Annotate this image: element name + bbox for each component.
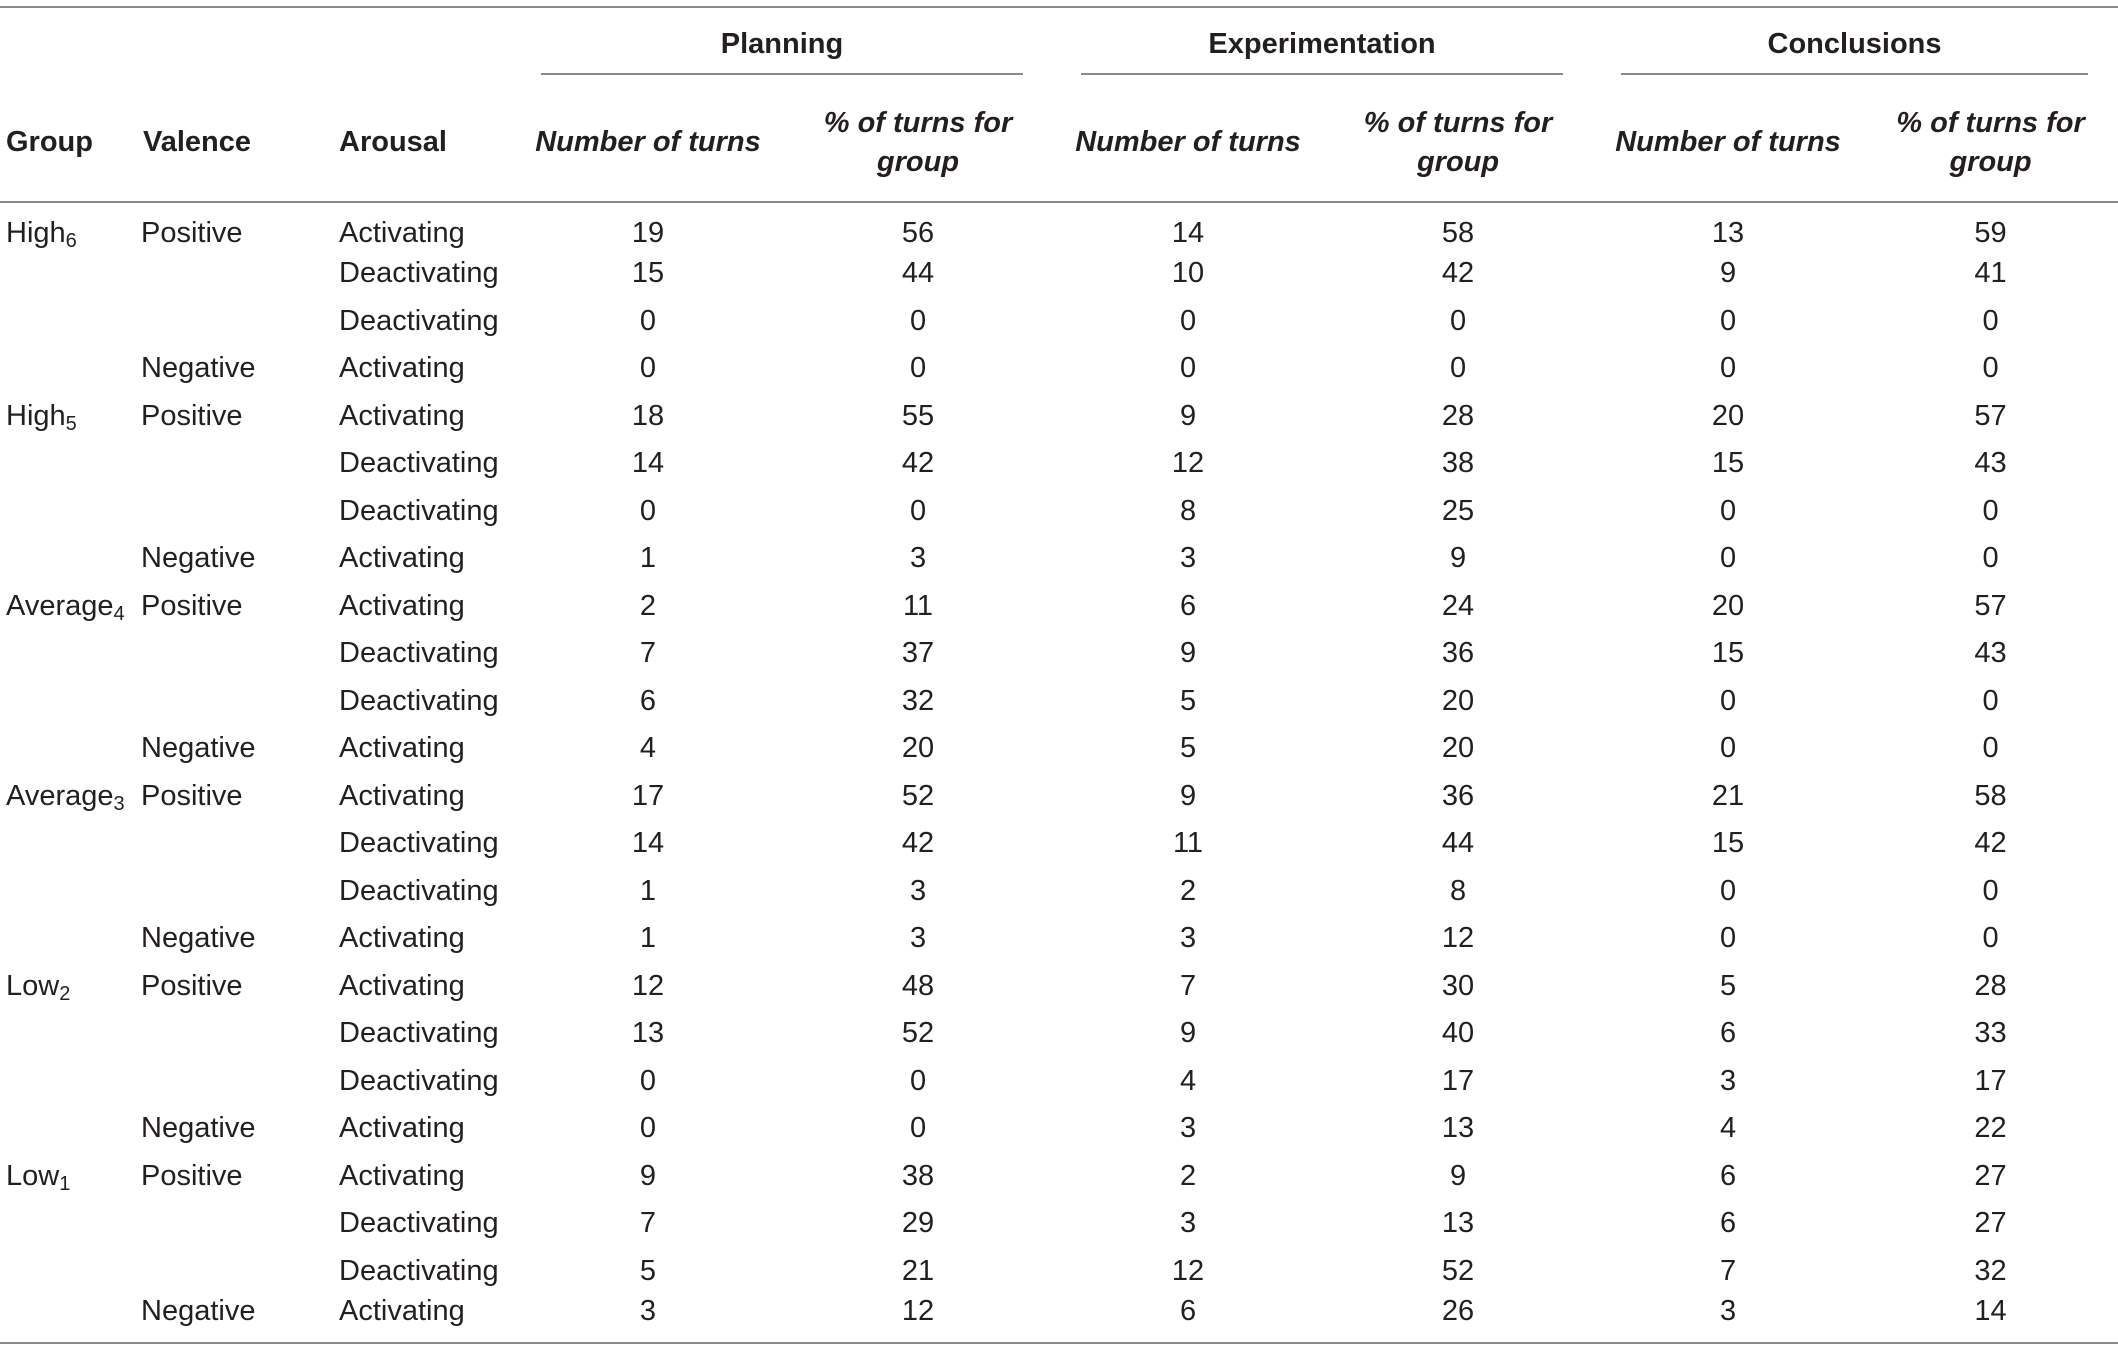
valence-cell: Positive <box>141 779 243 812</box>
number-of-turns-cell: 5 <box>1179 732 1197 765</box>
column-header-number-of-turns: Number of turns <box>513 84 783 202</box>
valence-cell <box>137 488 333 536</box>
group-cell <box>0 488 137 536</box>
percent-of-turns-cell: 3 <box>909 874 927 907</box>
percent-of-turns-cell: 52 <box>901 1017 935 1050</box>
table-row <box>0 393 2118 441</box>
percent-of-turns-cell: 0 <box>1982 542 1999 575</box>
number-of-turns-cell: 0 <box>639 352 657 385</box>
percent-of-turns-cell: 21 <box>901 1254 935 1287</box>
stage-header-conclusions: Conclusions <box>1593 7 2118 84</box>
table-row <box>0 1010 2118 1058</box>
group-cell <box>0 298 137 346</box>
percent-of-turns-cell: 0 <box>909 304 927 337</box>
percent-of-turns-cell: 28 <box>1974 969 2007 1002</box>
number-of-turns-cell: 11 <box>1172 827 1204 860</box>
percent-of-turns-cell: 30 <box>1441 969 1475 1002</box>
table-row <box>0 820 2118 868</box>
percent-of-turns-cell: 38 <box>1441 447 1475 480</box>
percent-of-turns-cell: 13 <box>1441 1112 1475 1145</box>
valence-cell: Positive <box>141 1159 243 1192</box>
percent-of-turns-cell: 42 <box>901 827 935 860</box>
percent-of-turns-cell: 17 <box>1441 1064 1475 1097</box>
number-of-turns-cell: 20 <box>1711 399 1745 432</box>
number-of-turns-cell: 0 <box>1179 304 1197 337</box>
percent-of-turns-cell: 58 <box>1974 779 2007 812</box>
column-header-number-of-turns: Number of turns <box>1053 84 1323 202</box>
group-cell <box>0 1105 137 1153</box>
valence-cell <box>137 1058 333 1106</box>
percent-of-turns-cell: 44 <box>1441 827 1475 860</box>
percent-of-turns-cell: 48 <box>901 969 935 1002</box>
number-of-turns-cell: 10 <box>1171 257 1205 290</box>
percent-of-turns-cell: 56 <box>901 217 935 249</box>
percent-of-turns-cell: 37 <box>901 637 935 670</box>
percent-of-turns-cell: 0 <box>909 1064 927 1097</box>
percent-of-turns-cell: 44 <box>901 257 935 290</box>
valence-cell <box>137 630 333 678</box>
number-of-turns-cell: 3 <box>1179 922 1197 955</box>
table-row <box>0 1295 2118 1343</box>
group-subscript: 3 <box>113 792 125 815</box>
group-cell <box>0 535 137 583</box>
arousal-cell: Deactivating <box>339 874 499 907</box>
percent-of-turns-cell: 26 <box>1441 1295 1475 1327</box>
number-of-turns-cell: 20 <box>1711 589 1745 622</box>
table-row <box>0 1153 2118 1201</box>
percent-of-turns-cell: 40 <box>1441 1017 1475 1050</box>
percent-of-turns-cell: 20 <box>1441 732 1475 765</box>
valence-cell: Positive <box>141 217 243 249</box>
number-of-turns-cell: 12 <box>631 969 665 1002</box>
number-of-turns-cell: 15 <box>631 257 665 290</box>
valence-cell: Negative <box>141 1112 256 1145</box>
column-header-percent-of-turns: % of turns for group <box>783 84 1053 202</box>
stage-header-planning: Planning <box>513 7 1053 84</box>
number-of-turns-cell: 6 <box>1719 1207 1737 1240</box>
arousal-cell: Deactivating <box>339 304 499 337</box>
number-of-turns-cell: 5 <box>1719 969 1737 1002</box>
percent-of-turns-cell: 0 <box>1982 922 1999 955</box>
group-subscript: 6 <box>65 230 77 252</box>
percent-of-turns-cell: 9 <box>1449 1159 1467 1192</box>
table-row <box>0 202 2118 250</box>
percent-of-turns-cell: 52 <box>901 779 935 812</box>
arousal-cell: Activating <box>339 732 465 765</box>
column-header-valence: Valence <box>137 84 333 202</box>
percent-of-turns-cell: 36 <box>1441 779 1475 812</box>
percent-of-turns-cell: 32 <box>901 684 935 717</box>
number-of-turns-cell: 3 <box>1719 1064 1737 1097</box>
percent-of-turns-cell: 58 <box>1441 217 1475 249</box>
group-cell <box>0 773 137 821</box>
number-of-turns-cell: 4 <box>639 732 657 765</box>
number-of-turns-cell: 0 <box>639 1064 657 1097</box>
number-of-turns-cell: 0 <box>639 304 657 337</box>
table-row <box>0 1200 2118 1248</box>
stage-header-experimentation: Experimentation <box>1053 7 1593 84</box>
percent-of-turns-cell: 43 <box>1974 637 2007 670</box>
percent-of-turns-cell: 0 <box>1982 352 1999 385</box>
number-of-turns-cell: 12 <box>1171 447 1205 480</box>
number-of-turns-cell: 0 <box>1719 922 1737 955</box>
arousal-cell: Activating <box>339 779 465 812</box>
data-table <box>0 6 2118 1344</box>
table-row <box>0 915 2118 963</box>
arousal-cell: Activating <box>339 922 465 955</box>
number-of-turns-cell: 15 <box>1711 637 1745 670</box>
arousal-cell: Activating <box>339 217 465 249</box>
group-name: Low <box>6 1159 60 1192</box>
arousal-cell: Deactivating <box>339 1017 499 1050</box>
number-of-turns-cell: 9 <box>639 1159 657 1192</box>
percent-of-turns-cell: 0 <box>1982 304 1999 337</box>
number-of-turns-cell: 9 <box>1179 399 1197 432</box>
percent-of-turns-cell: 24 <box>1441 589 1475 622</box>
percent-of-turns-cell: 0 <box>1982 684 1999 717</box>
number-of-turns-cell: 8 <box>1179 494 1197 527</box>
percent-of-turns-cell: 22 <box>1974 1112 2007 1145</box>
number-of-turns-cell: 15 <box>1711 827 1745 860</box>
number-of-turns-cell: 17 <box>631 779 665 812</box>
arousal-cell: Deactivating <box>339 1207 499 1240</box>
valence-cell <box>137 1010 333 1058</box>
arousal-cell: Deactivating <box>339 494 499 527</box>
percent-of-turns-cell: 36 <box>1441 637 1475 670</box>
valence-cell: Positive <box>141 589 243 622</box>
valence-cell: Positive <box>141 969 243 1002</box>
table-row <box>0 535 2118 583</box>
arousal-cell: Deactivating <box>339 684 499 717</box>
valence-cell: Negative <box>141 542 256 575</box>
table-row <box>0 678 2118 726</box>
number-of-turns-cell: 5 <box>639 1254 657 1287</box>
group-cell <box>0 725 137 773</box>
number-of-turns-cell: 3 <box>639 1295 657 1327</box>
percent-of-turns-cell: 0 <box>1982 494 1999 527</box>
number-of-turns-cell: 2 <box>1179 874 1197 907</box>
arousal-cell: Deactivating <box>339 637 499 670</box>
percent-of-turns-cell: 12 <box>901 1295 935 1327</box>
number-of-turns-cell: 0 <box>1719 304 1737 337</box>
percent-of-turns-cell: 3 <box>909 542 927 575</box>
number-of-turns-cell: 7 <box>639 637 657 670</box>
percent-of-turns-cell: 20 <box>1441 684 1475 717</box>
number-of-turns-cell: 5 <box>1179 684 1197 717</box>
percent-of-turns-cell: 11 <box>902 589 934 622</box>
percent-of-turns-cell: 14 <box>1974 1295 2007 1327</box>
group-cell <box>0 1058 137 1106</box>
number-of-turns-cell: 7 <box>1719 1254 1737 1287</box>
group-cell <box>0 1248 137 1296</box>
arousal-cell: Activating <box>339 1159 465 1192</box>
table-row <box>0 773 2118 821</box>
valence-cell <box>137 250 333 298</box>
column-header-arousal: Arousal <box>333 84 513 202</box>
number-of-turns-cell: 3 <box>1719 1295 1737 1327</box>
group-cell <box>0 583 137 631</box>
number-of-turns-cell: 1 <box>639 542 657 575</box>
percent-of-turns-cell: 9 <box>1449 542 1467 575</box>
table-header <box>0 7 2118 202</box>
percent-of-turns-cell: 0 <box>909 1112 927 1145</box>
arousal-cell: Deactivating <box>339 447 499 480</box>
percent-of-turns-cell: 0 <box>909 352 927 385</box>
valence-cell <box>137 820 333 868</box>
arousal-cell: Activating <box>339 589 465 622</box>
number-of-turns-cell: 6 <box>1719 1159 1737 1192</box>
group-cell <box>0 202 137 250</box>
number-of-turns-cell: 6 <box>1179 589 1197 622</box>
valence-cell: Negative <box>141 1295 256 1327</box>
arousal-cell: Activating <box>339 399 465 432</box>
table-row <box>0 345 2118 393</box>
group-cell <box>0 915 137 963</box>
percent-of-turns-cell: 8 <box>1449 874 1467 907</box>
arousal-cell: Activating <box>339 969 465 1002</box>
percent-of-turns-cell: 42 <box>1441 257 1475 290</box>
percent-of-turns-cell: 0 <box>1449 304 1467 337</box>
column-header-group: Group <box>0 84 137 202</box>
group-cell <box>0 678 137 726</box>
number-of-turns-cell: 3 <box>1179 1207 1197 1240</box>
percent-of-turns-cell: 57 <box>1974 399 2007 432</box>
percent-of-turns-cell: 25 <box>1441 494 1475 527</box>
table-row <box>0 583 2118 631</box>
number-of-turns-cell: 21 <box>1711 779 1745 812</box>
percent-of-turns-cell: 20 <box>901 732 935 765</box>
number-of-turns-cell: 0 <box>1719 352 1737 385</box>
group-cell <box>0 963 137 1011</box>
percent-of-turns-cell: 17 <box>1974 1064 2007 1097</box>
valence-cell: Negative <box>141 922 256 955</box>
number-of-turns-cell: 14 <box>1171 217 1205 249</box>
valence-cell <box>137 440 333 488</box>
column-header-percent-of-turns: % of turns for group <box>1323 84 1593 202</box>
arousal-cell: Deactivating <box>339 257 499 290</box>
arousal-cell: Deactivating <box>339 1064 499 1097</box>
number-of-turns-cell: 0 <box>1719 874 1737 907</box>
percent-of-turns-cell: 43 <box>1974 447 2007 480</box>
percent-of-turns-cell: 38 <box>901 1159 935 1192</box>
percent-of-turns-cell: 3 <box>909 922 927 955</box>
percent-of-turns-cell: 29 <box>901 1207 935 1240</box>
table-body <box>0 202 2118 1343</box>
number-of-turns-cell: 1 <box>639 874 657 907</box>
number-of-turns-cell: 14 <box>631 447 665 480</box>
percent-of-turns-cell: 52 <box>1441 1254 1475 1287</box>
number-of-turns-cell: 6 <box>639 684 657 717</box>
group-name: High <box>6 217 66 249</box>
number-of-turns-cell: 4 <box>1719 1112 1737 1145</box>
table-row <box>0 440 2118 488</box>
number-of-turns-cell: 7 <box>639 1207 657 1240</box>
group-cell <box>0 440 137 488</box>
group-name: Average <box>6 589 114 622</box>
number-of-turns-cell: 2 <box>639 589 657 622</box>
number-of-turns-cell: 2 <box>1179 1159 1197 1192</box>
group-subscript: 2 <box>59 982 71 1005</box>
number-of-turns-cell: 6 <box>1179 1295 1197 1327</box>
group-cell <box>0 1010 137 1058</box>
number-of-turns-cell: 7 <box>1179 969 1197 1002</box>
arousal-cell: Activating <box>339 1295 465 1327</box>
column-header-number-of-turns: Number of turns <box>1593 84 1863 202</box>
percent-of-turns-cell: 0 <box>909 494 927 527</box>
number-of-turns-cell: 9 <box>1179 637 1197 670</box>
number-of-turns-cell: 4 <box>1179 1064 1197 1097</box>
column-header-percent-of-turns: % of turns for group <box>1863 84 2118 202</box>
table-row <box>0 963 2118 1011</box>
group-cell <box>0 1295 137 1343</box>
table-row <box>0 298 2118 346</box>
group-cell <box>0 630 137 678</box>
number-of-turns-cell: 0 <box>1719 732 1737 765</box>
percent-of-turns-cell: 12 <box>1441 922 1475 955</box>
number-of-turns-cell: 13 <box>1711 217 1745 249</box>
group-name: Average <box>6 779 114 812</box>
percent-of-turns-cell: 32 <box>1974 1254 2007 1287</box>
group-cell <box>0 868 137 916</box>
group-cell <box>0 1200 137 1248</box>
number-of-turns-cell: 6 <box>1719 1017 1737 1050</box>
number-of-turns-cell: 3 <box>1179 542 1197 575</box>
group-subscript: 1 <box>59 1172 71 1195</box>
number-of-turns-cell: 0 <box>1179 352 1197 385</box>
number-of-turns-cell: 9 <box>1719 257 1737 290</box>
percent-of-turns-cell: 27 <box>1974 1159 2007 1192</box>
number-of-turns-cell: 19 <box>631 217 665 249</box>
number-of-turns-cell: 13 <box>631 1017 665 1050</box>
number-of-turns-cell: 0 <box>639 1112 657 1145</box>
number-of-turns-cell: 1 <box>639 922 657 955</box>
valence-cell <box>137 868 333 916</box>
valence-cell <box>137 1200 333 1248</box>
arousal-cell: Activating <box>339 352 465 385</box>
group-name: Low <box>6 969 60 1002</box>
percent-of-turns-cell: 42 <box>901 447 935 480</box>
percent-of-turns-cell: 55 <box>901 399 935 432</box>
table-row <box>0 1248 2118 1296</box>
number-of-turns-cell: 15 <box>1711 447 1745 480</box>
valence-cell: Negative <box>141 352 256 385</box>
percent-of-turns-cell: 42 <box>1974 827 2007 860</box>
group-cell <box>0 820 137 868</box>
table-row <box>0 1105 2118 1153</box>
group-name: High <box>6 399 66 432</box>
arousal-cell: Deactivating <box>339 1254 499 1287</box>
group-subscript: 5 <box>65 412 77 435</box>
valence-cell: Positive <box>141 399 243 432</box>
arousal-cell: Activating <box>339 542 465 575</box>
number-of-turns-cell: 0 <box>1719 542 1737 575</box>
percent-of-turns-cell: 59 <box>1974 217 2007 249</box>
table-row <box>0 630 2118 678</box>
number-of-turns-cell: 0 <box>639 494 657 527</box>
number-of-turns-cell: 18 <box>631 399 665 432</box>
valence-cell <box>137 678 333 726</box>
number-of-turns-cell: 12 <box>1171 1254 1205 1287</box>
group-subscript: 4 <box>113 602 125 625</box>
percent-of-turns-cell: 27 <box>1974 1207 2007 1240</box>
number-of-turns-cell: 9 <box>1179 779 1197 812</box>
percent-of-turns-cell: 41 <box>1974 257 2007 290</box>
group-cell <box>0 1153 137 1201</box>
percent-of-turns-cell: 33 <box>1974 1017 2007 1050</box>
group-cell <box>0 345 137 393</box>
table-row <box>0 1058 2118 1106</box>
valence-cell <box>137 1248 333 1296</box>
number-of-turns-cell: 0 <box>1719 684 1737 717</box>
valence-cell <box>137 298 333 346</box>
percent-of-turns-cell: 13 <box>1441 1207 1475 1240</box>
percent-of-turns-cell: 0 <box>1982 874 1999 907</box>
group-cell <box>0 250 137 298</box>
group-cell <box>0 393 137 441</box>
percent-of-turns-cell: 28 <box>1441 399 1475 432</box>
percent-of-turns-cell: 57 <box>1974 589 2007 622</box>
number-of-turns-cell: 9 <box>1179 1017 1197 1050</box>
arousal-cell: Deactivating <box>339 827 499 860</box>
table-row <box>0 250 2118 298</box>
table-row <box>0 868 2118 916</box>
number-of-turns-cell: 14 <box>631 827 665 860</box>
table-row <box>0 488 2118 536</box>
arousal-cell: Activating <box>339 1112 465 1145</box>
number-of-turns-cell: 0 <box>1719 494 1737 527</box>
number-of-turns-cell: 3 <box>1179 1112 1197 1145</box>
valence-cell: Negative <box>141 732 256 765</box>
table-row <box>0 725 2118 773</box>
percent-of-turns-cell: 0 <box>1449 352 1467 385</box>
percent-of-turns-cell: 0 <box>1982 732 1999 765</box>
